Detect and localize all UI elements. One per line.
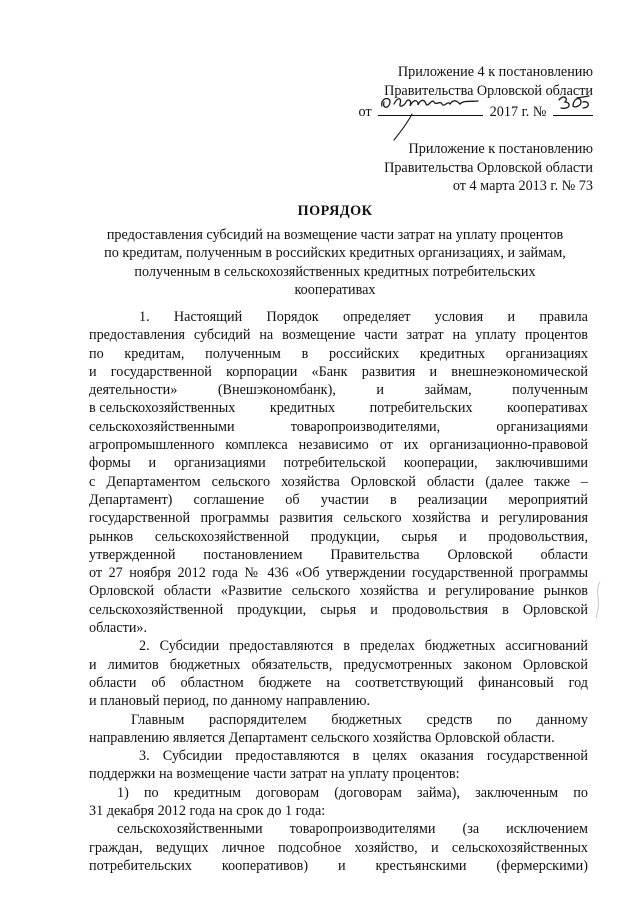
word: и (337, 857, 346, 874)
body-line: 1) по кредитным договорам (договорам займа), заключенным по (117, 784, 588, 801)
word: Департамент) (89, 491, 173, 508)
margin-mark (590, 580, 604, 620)
word: кредитных (269, 400, 336, 417)
title-line: по кредитам, полученным в российских кредитных организациях, и займам, (104, 245, 566, 261)
pen-stroke-mark (388, 112, 418, 142)
title-line: кооперативах (294, 282, 376, 298)
body-line (89, 399, 588, 417)
original-appendix-line-3: от 4 марта 2013 г. № 73 (452, 178, 593, 194)
word: кооперативов) (221, 857, 309, 874)
body-line (89, 491, 588, 509)
body-line: направлению является Департамент сельского хозяйства Орловской области. (89, 729, 555, 746)
body-line (89, 546, 588, 564)
word: полученным (512, 382, 588, 399)
body-line (89, 711, 588, 729)
word: по (89, 345, 104, 362)
word: в (390, 491, 397, 508)
body-line: поддержки на возмещение части затрат на уплату процентов: (89, 766, 460, 783)
word: кредитам, (124, 345, 185, 362)
appendix-line-2: Правительства Орловской области (384, 82, 593, 99)
original-appendix-line-1: Приложение к постановлению (408, 141, 593, 157)
word: российских (328, 345, 400, 362)
title-line: полученным в сельскохозяйственных кредитных потребительских (134, 263, 536, 280)
word: организациями (496, 418, 588, 435)
word: (Внешэкономбанк), (217, 382, 336, 399)
handwritten-date-signature (378, 92, 483, 114)
body-line: 3. Субсидии предоставляются в целях оказания государственной (139, 748, 588, 765)
year-text: 2017 г. № (489, 104, 547, 120)
word: (за (462, 821, 480, 838)
appendix-line-1: Приложение 4 к постановлению (397, 64, 593, 80)
body-line: сельскохозяйственной продукции, сырья и продовольствия в Орловской (89, 601, 588, 618)
title-line: предоставления субсидий на возмещение части затрат на уплату процентов (106, 226, 564, 243)
word: средств (426, 711, 473, 728)
body-line: государственной программы развития сельского хозяйства и регулирования (89, 510, 588, 527)
word: Правительства (330, 546, 420, 563)
word: полученным (205, 345, 281, 362)
body-line: и плановый период, по данному направлению. (89, 693, 371, 710)
body-line (89, 345, 588, 363)
body-line (89, 308, 588, 326)
original-appendix-header (384, 140, 593, 196)
word: Орловской (447, 546, 513, 563)
body-line: Орловской области «Развитие сельского хозяйства и регулирование рынков (89, 583, 588, 600)
word: по (497, 711, 512, 728)
body-line (89, 418, 588, 436)
body-line: 2. Субсидии предоставляются в пределах бюджетных ассигнований (139, 638, 588, 655)
word: об (285, 491, 300, 508)
body-line: от 27 ноября 2012 года № 436 «Об утверждении государственной программы (89, 565, 588, 582)
word: Порядок (266, 309, 319, 325)
body-line: рынков сельскохозяйственной продукции, сырья и продовольствия, (89, 528, 588, 545)
word: условия (434, 309, 484, 325)
word: товаропроизводителями (289, 821, 436, 838)
document-body (89, 308, 588, 875)
title-heading: ПОРЯДОК (297, 203, 373, 219)
word: участии (320, 491, 369, 508)
word: бюджетных (331, 711, 402, 728)
word: правила (539, 309, 588, 325)
body-line (89, 820, 588, 838)
word: исключением (506, 821, 588, 838)
word: организациях (505, 345, 588, 362)
word: деятельности» (89, 382, 178, 399)
word: области (540, 546, 588, 563)
word: реализации (417, 491, 488, 508)
body-line: предоставления субсидий на возмещение части затрат на уплату процентов (89, 327, 588, 344)
body-line: граждан, ведущих личное подсобное хозяйство, и сельскохозяйственных (89, 839, 588, 856)
number-blank (553, 100, 593, 116)
word: займам, (424, 382, 472, 399)
handwritten-number-signature (553, 92, 593, 114)
word: постановлением (203, 546, 303, 563)
word: кооперативах (507, 400, 588, 417)
word: утвержденной (89, 546, 176, 563)
word: крестьянскими (375, 857, 467, 874)
document-title (80, 202, 590, 300)
word: соглашение (193, 491, 265, 508)
body-line: и государственной корпорации «Банк развития и внешнеэкономической (89, 363, 588, 380)
body-line (89, 857, 588, 875)
word: мероприятий (508, 491, 588, 508)
word: Главным (131, 711, 185, 728)
word: потребительских (89, 857, 192, 874)
word: 1. (139, 309, 150, 325)
body-line (89, 381, 588, 399)
word: (фермерскими) (496, 857, 588, 874)
word: кредитных (419, 345, 486, 362)
word: сельскохозяйственными (117, 821, 263, 838)
word: в (301, 345, 309, 362)
body-line: области». (89, 620, 148, 637)
word: данному (536, 711, 588, 728)
original-appendix-line-2: Правительства Орловской области (384, 159, 593, 176)
word: товаропроизводителями, (290, 418, 441, 435)
word: распорядителем (208, 711, 307, 728)
body-line: с Департаментом сельского хозяйства Орловской области (далее также – (89, 473, 588, 490)
body-line: области об областном бюджете на соответствующий финансовый год (89, 674, 588, 691)
body-line: агропромышленного комплекса независимо от их организационно-правовой (89, 437, 588, 454)
word: Настоящий (173, 309, 243, 325)
body-line: формы и организациями потребительской кооперации, заключившими (89, 455, 588, 472)
word: потребительских (369, 400, 473, 417)
word: в сельскохозяйственных (89, 400, 236, 417)
word: и (507, 309, 516, 325)
body-line: 31 декабря 2012 года на срок до 1 года: (89, 803, 326, 820)
word: определяет (342, 309, 411, 325)
body-line: и лимитов бюджетных обязательств, предусмотренных законом Орловской (89, 656, 588, 673)
word: и (376, 382, 384, 399)
from-label: от (358, 104, 372, 120)
word: сельскохозяйственными (89, 418, 235, 435)
